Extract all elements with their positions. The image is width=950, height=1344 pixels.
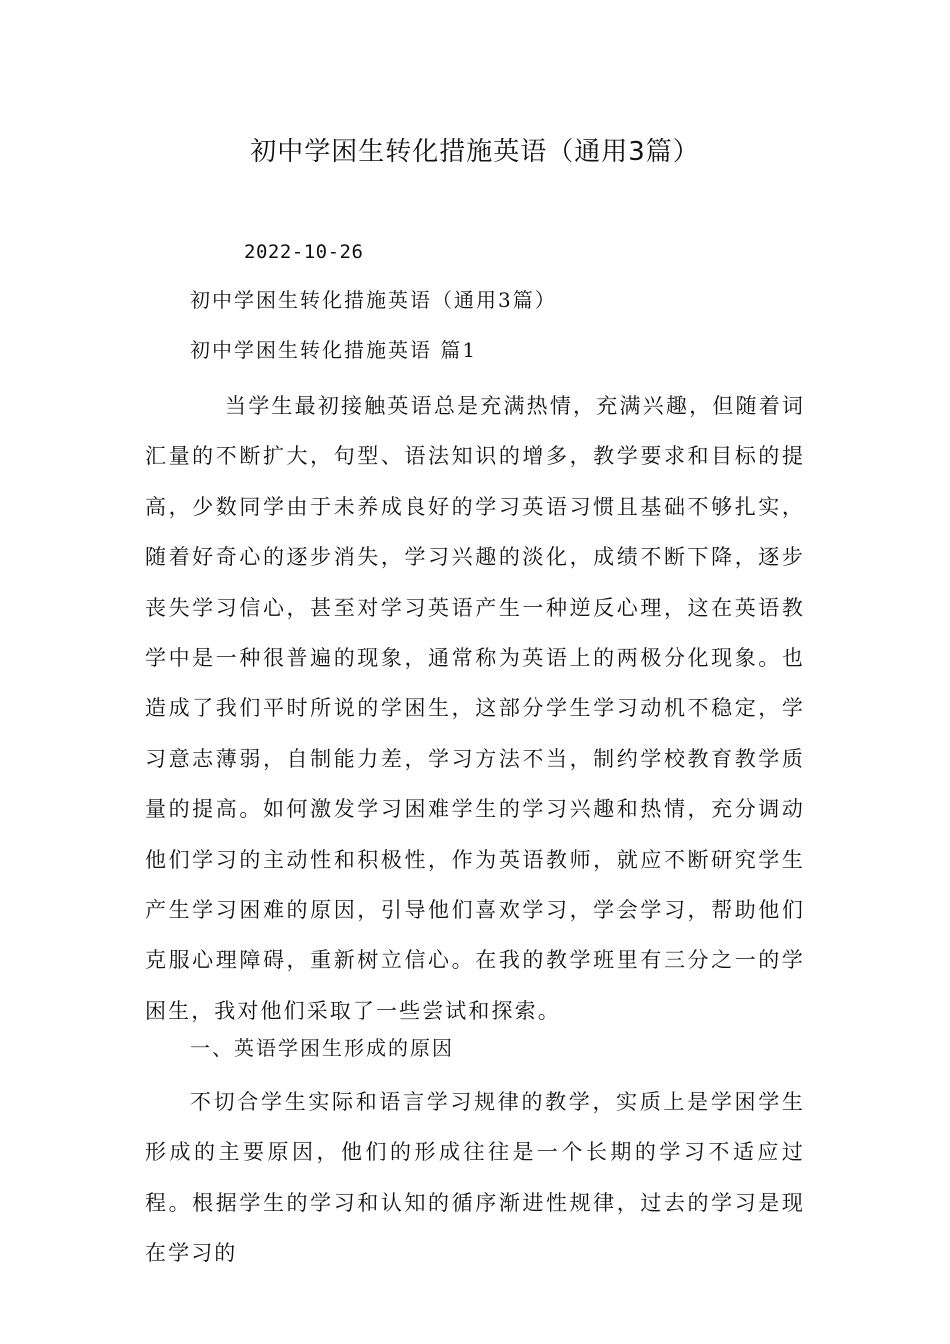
document-subtitle: 初中学困生转化措施英语（通用3篇）	[190, 288, 557, 312]
body-paragraph-2: 不切合学生实际和语言学习规律的教学，实质上是学困学生形成的主要原因，他们的形成往往是一个长期的学习不适应过程。根据学生的学习和认知的循序渐进性规律，过去的学习是现在学习的	[145, 1090, 805, 1266]
document-title: 初中学困生转化措施英语（通用3篇）	[250, 137, 700, 167]
section-heading: 一、英语学困生形成的原因	[190, 1036, 454, 1060]
body-paragraph-1: 当学生最初接触英语总是充满热情，充满兴趣，但随着词汇量的不断扩大，句型、语法知识的增多，教学要求和目标的提高，少数同学由于未养成良好的学习英语习惯且基础不够扎实，随着好奇心的逐步消失，学习兴趣的淡化，成绩不断下降，逐步丧失学习信心，甚至对学习英语产生一种逆反心理，这在英语教学中是一种很普遍的现象，通常称为英语上的两极分化现象。也造成了我们平时所说的学困生，这部分学生学习动机不稳定，学习意志薄弱，自制能力差，学习方法不当，制约学校教育教学质量的提高。如何激发学习困难学生的学习兴趣和热情，充分调动他们学习的主动性和积极性，作为英语教师，就应不断研究学生产生学习困难的原因，引导他们喜欢学习，学会学习，帮助他们克服心理障碍，重新树立信心。在我的教学班里有三分之一的学困生，我对他们采取了一些尝试和探索。	[145, 394, 805, 1023]
part-heading: 初中学困生转化措施英语 篇1	[190, 338, 478, 362]
document-date: 2022-10-26	[244, 241, 364, 263]
